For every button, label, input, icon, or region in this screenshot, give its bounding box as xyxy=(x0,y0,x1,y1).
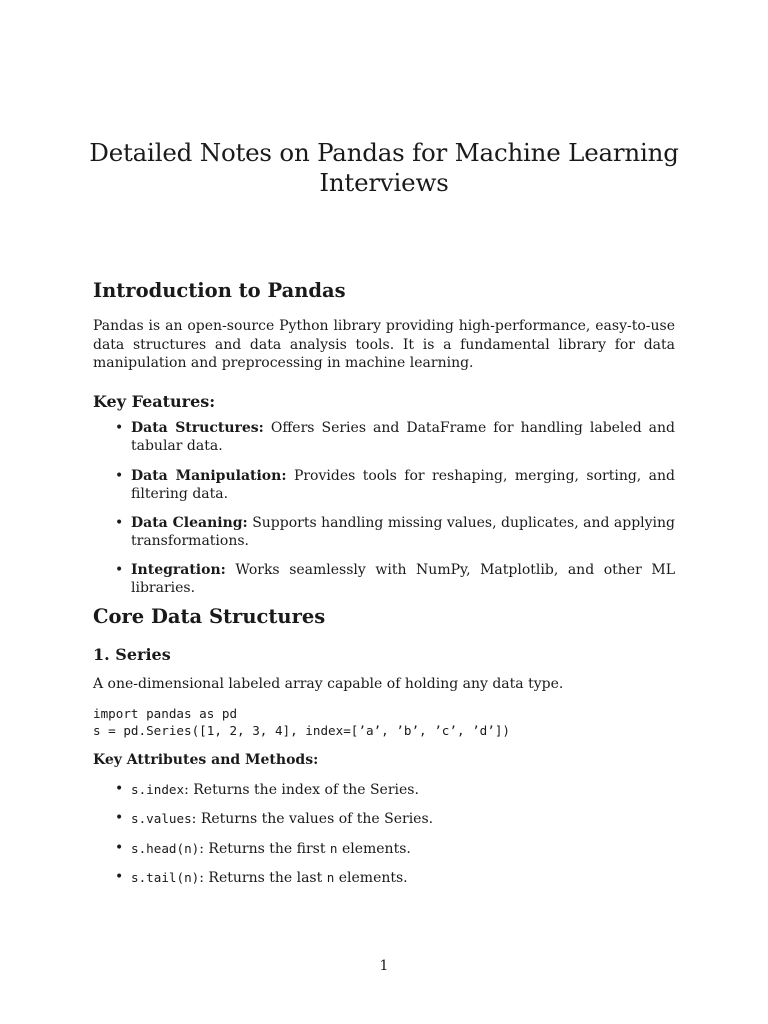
attr-text: : Returns the index of the Series. xyxy=(184,782,419,798)
section-heading-core-data-structures: Core Data Structures xyxy=(93,605,326,628)
list-item xyxy=(93,420,675,455)
code-block xyxy=(93,705,510,739)
page-number: 1 xyxy=(379,958,389,974)
feature-text: Works seamlessly with NumPy, Matplotlib, and other ML libraries. xyxy=(131,562,675,596)
attr-text: : Returns the last xyxy=(199,870,327,886)
code-line: import pandas as pd xyxy=(93,706,238,721)
list-item xyxy=(93,869,675,888)
bullet-icon: • xyxy=(115,468,124,484)
list-item xyxy=(93,781,675,800)
feature-term: Data Structures: xyxy=(131,420,264,436)
list-item xyxy=(93,515,675,550)
subsection-heading-key-attributes: Key Attributes and Methods: xyxy=(93,752,319,768)
subsection-heading-key-features: Key Features: xyxy=(93,392,216,411)
list-item xyxy=(93,810,675,829)
bullet-icon: • xyxy=(115,562,124,578)
section-heading-introduction: Introduction to Pandas xyxy=(93,279,346,302)
document-title xyxy=(0,138,768,198)
inline-code: s.values xyxy=(131,811,192,826)
feature-term: Integration: xyxy=(131,562,226,578)
bullet-icon: • xyxy=(115,515,124,531)
bullet-icon: • xyxy=(115,420,124,436)
bullet-icon: • xyxy=(115,869,124,885)
subsection-heading-series: 1. Series xyxy=(93,645,171,664)
feature-term: Data Cleaning: xyxy=(131,515,248,531)
attr-text: : Returns the first xyxy=(199,841,330,857)
inline-code: s.tail(n) xyxy=(131,870,200,885)
list-item xyxy=(93,562,675,597)
inline-code: s.head(n) xyxy=(131,841,200,856)
attr-text: : Returns the values of the Series. xyxy=(191,811,434,827)
attr-text: elements. xyxy=(337,841,411,857)
feature-text: Provides tools for reshaping, merging, sorting, and filtering data. xyxy=(131,468,675,502)
feature-text: Offers Series and DataFrame for handling labeled and tabular data. xyxy=(131,420,676,454)
list-item xyxy=(93,840,675,859)
feature-term: Data Manipulation: xyxy=(131,468,287,484)
inline-code: n xyxy=(326,870,335,885)
bullet-icon: • xyxy=(115,840,124,856)
intro-paragraph: Pandas is an open-source Python library providing high-performance, easy-to-use data structures and data analysis tools. It is a fundamental library for data manipulation and preprocessing in machine learning. xyxy=(93,318,675,371)
inline-code: n xyxy=(329,841,338,856)
title-line-2: Interviews xyxy=(319,168,449,197)
series-description: A one-dimensional labeled array capable of holding any data type. xyxy=(93,676,564,692)
feature-text: Supports handling missing values, duplicates, and applying transformations. xyxy=(131,515,676,549)
bullet-icon: • xyxy=(115,810,124,826)
code-line: s = pd.Series([1, 2, 3, 4], index=[’a’, ’b’, ’c’, ’d’]) xyxy=(93,723,511,738)
bullet-icon: • xyxy=(115,781,124,797)
inline-code: s.index xyxy=(131,782,185,797)
list-item xyxy=(93,468,675,503)
attr-text: elements. xyxy=(334,870,408,886)
title-line-1: Detailed Notes on Pandas for Machine Learning xyxy=(89,138,679,167)
